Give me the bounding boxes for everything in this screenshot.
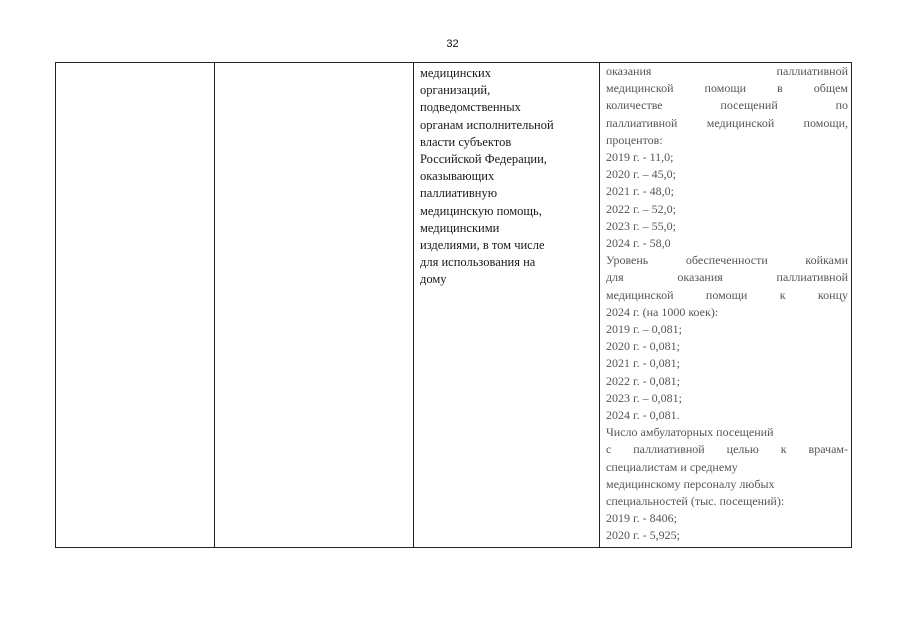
cell-3-line: организаций,	[420, 83, 491, 98]
cell-3-line: власти субъектов	[420, 134, 512, 149]
cell-4-line: процентов:	[606, 132, 663, 147]
cell-4-line: 2024 г. (на 1000 коек):	[606, 304, 719, 319]
cell-4-text	[600, 63, 851, 547]
cell-3-line: дому	[420, 272, 447, 287]
cell-3-line: подведомственных	[420, 100, 521, 115]
cell-4-line: 2019 г. - 11,0;	[606, 150, 674, 165]
cell-3-text	[414, 63, 599, 289]
cell-4-line: 2021 г. - 48,0;	[606, 184, 674, 199]
cell-4-line: медицинскому персоналу любых	[606, 476, 775, 491]
cell-4-line: 2023 г. – 55,0;	[606, 218, 676, 233]
cell-3-line: органам исполнительной	[420, 117, 554, 132]
cell-4-line: 2020 г. - 5,925;	[606, 528, 680, 543]
cell-4-line: 2022 г. - 0,081;	[606, 373, 680, 388]
cell-3-line: медицинских	[420, 66, 491, 80]
cell-4-line: количестве посещений по	[606, 98, 848, 113]
table-cell-3	[414, 63, 600, 548]
cell-4-line: 2021 г. - 0,081;	[606, 356, 680, 371]
table-cell-4	[600, 63, 852, 548]
cell-4-line: 2024 г. - 0,081.	[606, 408, 680, 423]
cell-4-line: 2020 г. – 45,0;	[606, 167, 676, 182]
cell-4-line: специальностей (тыс. посещений):	[606, 494, 785, 509]
cell-3-line: изделиями, в том числе	[420, 238, 545, 253]
cell-4-line: 2019 г. - 8406;	[606, 511, 677, 526]
table-cell-1	[56, 63, 215, 548]
cell-4-line: 2022 г. – 52,0;	[606, 201, 676, 216]
cell-3-line: медицинскими	[420, 220, 500, 235]
cell-3-line: для использования на	[420, 255, 536, 270]
document-table	[55, 62, 852, 548]
cell-4-line: оказания паллиативной	[606, 64, 848, 78]
cell-4-line: для оказания паллиативной	[606, 270, 848, 285]
table-cell-2	[215, 63, 414, 548]
cell-4-line: медицинской помощи в общем	[606, 81, 848, 96]
cell-4-line: Число амбулаторных посещений	[606, 425, 774, 440]
cell-4-line: паллиативной медицинской помощи,	[606, 115, 848, 130]
table-row	[56, 63, 852, 548]
cell-4-line: 2019 г. – 0,081;	[606, 322, 682, 337]
cell-4-line: 2024 г. - 58,0	[606, 236, 671, 251]
cell-4-line: Уровень обеспеченности койками	[606, 253, 848, 268]
cell-4-line: 2020 г. - 0,081;	[606, 339, 680, 354]
cell-3-line: медицинскую помощь,	[420, 203, 542, 218]
page-number: 32	[446, 38, 459, 50]
cell-4-line: с паллиативной целью к врачам-	[606, 442, 848, 457]
cell-3-line: оказывающих	[420, 169, 495, 184]
cell-4-line: специалистам и среднему	[606, 459, 738, 474]
cell-3-line: паллиативную	[420, 186, 498, 201]
cell-4-line: медицинской помощи к концу	[606, 287, 848, 302]
cell-3-line: Российской Федерации,	[420, 152, 547, 167]
cell-4-line: 2023 г. – 0,081;	[606, 390, 682, 405]
